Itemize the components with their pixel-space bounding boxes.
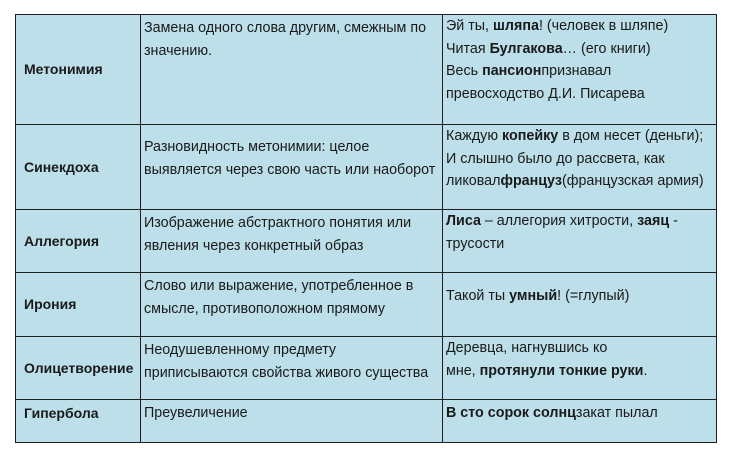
example-cell [443, 15, 717, 125]
definition-text: Неодушевленному предмету приписываются свойства живого существа [144, 342, 429, 381]
example-text: Эй ты, [446, 18, 494, 34]
definition-text: Изображение абстрактного понятия или явления через конкретный образ [144, 215, 412, 254]
example-cell [443, 273, 717, 337]
example-line [446, 148, 714, 171]
example-text: закат пылал [575, 405, 658, 421]
table-row [16, 125, 717, 210]
example-text: - [669, 213, 678, 229]
example-line [446, 233, 714, 256]
definition-text: Преувеличение [144, 405, 248, 421]
example-cell [443, 125, 717, 210]
term-cell: Метонимия [16, 15, 141, 125]
definition-cell [141, 273, 443, 337]
example-highlight: француз [500, 173, 562, 189]
example-text: в дом несет (деньги); [558, 128, 704, 144]
table-row [16, 273, 717, 337]
definition-cell [141, 15, 443, 125]
example-text: И слышно было до рассвета, как [446, 150, 665, 167]
example-text: Такой ты [446, 288, 510, 304]
example-highlight: умный [509, 288, 558, 304]
example-text: превосходство Д.И. Писарева [446, 85, 645, 102]
definition-cell [141, 337, 443, 400]
definition-cell [141, 125, 443, 210]
example-highlight: копейку [502, 128, 559, 144]
definition-text: Разновидность метонимии: целое выявляется через свою часть или наоборот [144, 139, 436, 178]
example-line [446, 285, 714, 308]
example-line [446, 125, 714, 148]
example-text: ! (человек в шляпе) [538, 18, 669, 34]
example-cell [443, 210, 717, 273]
example-text: ликовал [446, 173, 501, 189]
example-text: … (его книги) [562, 40, 651, 57]
example-line [446, 170, 714, 193]
example-text: Читая [446, 40, 490, 57]
term-cell: Олицетворение [16, 337, 141, 400]
example-text: – аллегория хитрости, [480, 213, 638, 229]
definition-cell [141, 400, 443, 443]
example-text: . [643, 362, 648, 379]
definition-text: Замена одного слова другим, смежным по значению. [144, 20, 427, 59]
example-highlight: протянули тонкие руки [479, 362, 644, 379]
example-highlight: пансион [482, 63, 542, 79]
example-line [446, 337, 714, 360]
example-cell [443, 337, 717, 400]
definition-cell [141, 210, 443, 273]
example-text: (французская армия) [561, 173, 704, 189]
term-cell: Синекдоха [16, 125, 141, 210]
table-row [16, 337, 717, 400]
example-line [446, 360, 714, 383]
example-highlight: шляпа [493, 18, 539, 34]
example-highlight: заяц [637, 213, 670, 229]
example-line [446, 210, 714, 233]
example-text: Деревца, нагнувшись ко [446, 340, 608, 356]
definition-text: Слово или выражение, употребленное в смысле, противоположном прямому [144, 278, 414, 317]
term-cell: Гипербола [16, 400, 141, 443]
example-text: признавал [541, 63, 612, 79]
example-line [446, 402, 714, 425]
example-text: Каждую [446, 128, 503, 144]
term-cell: Ирония [16, 273, 141, 337]
example-line [446, 83, 714, 106]
example-line [446, 15, 714, 38]
table-row [16, 400, 717, 443]
example-text: Весь [446, 63, 483, 79]
example-highlight: Лиса [446, 213, 481, 229]
table-row [16, 210, 717, 273]
literary-devices-table [15, 14, 717, 443]
example-cell [443, 400, 717, 443]
example-text: трусости [446, 235, 505, 252]
example-text: мне, [446, 362, 480, 379]
example-line [446, 60, 714, 83]
example-highlight: Булгакова [489, 40, 563, 57]
example-text: ! (=глупый) [557, 288, 630, 304]
example-highlight: В сто сорок солнц [446, 405, 576, 421]
example-line [446, 38, 714, 61]
term-cell: Аллегория [16, 210, 141, 273]
table-row [16, 15, 717, 125]
